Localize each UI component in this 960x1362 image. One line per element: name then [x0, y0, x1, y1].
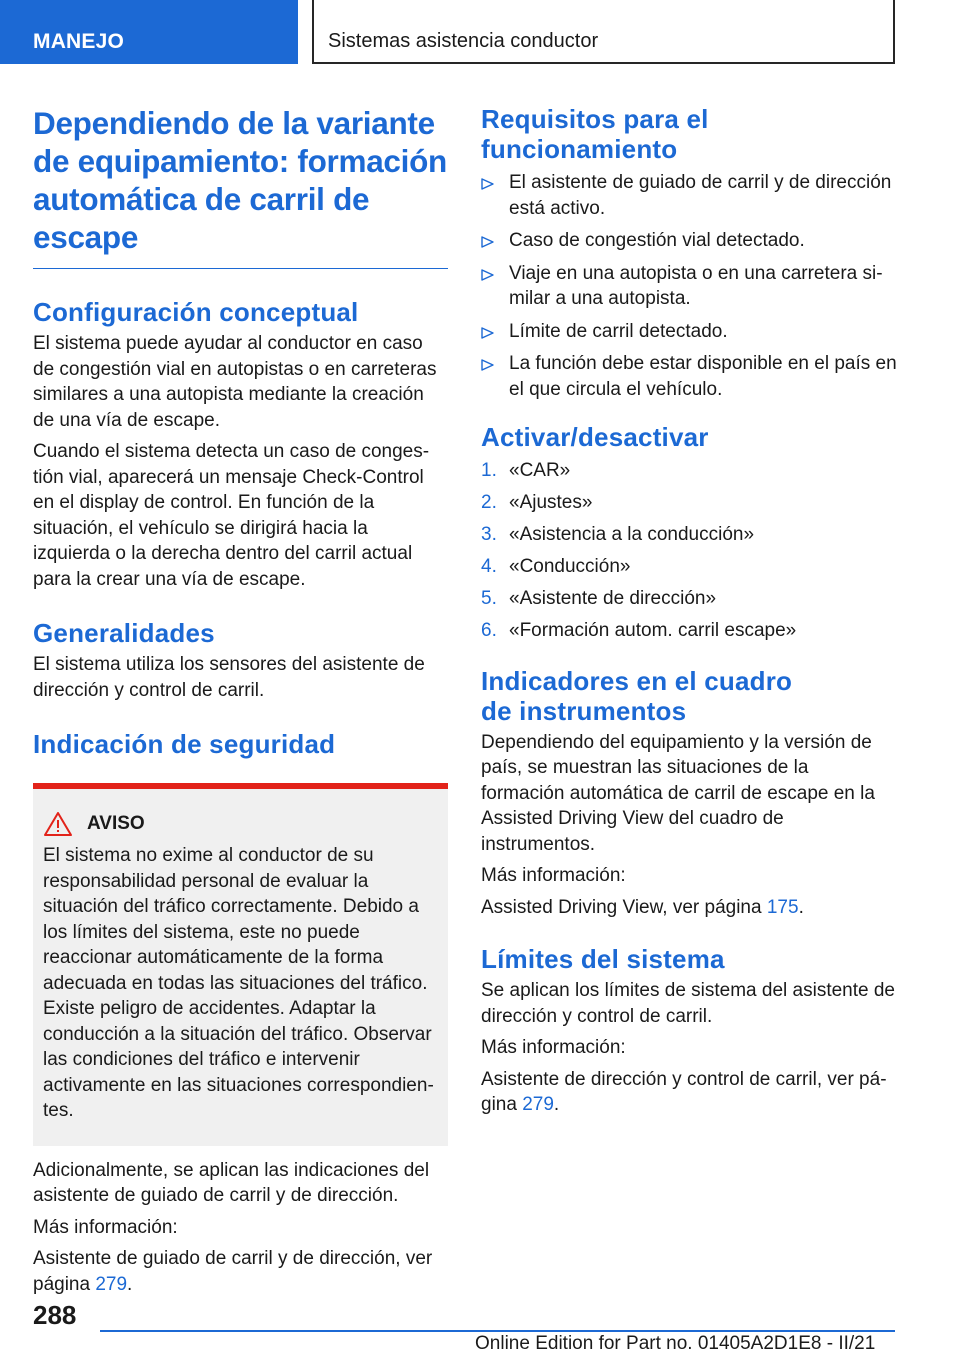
activate-step [481, 554, 897, 580]
step-number: 1. [481, 460, 497, 481]
list-triangle-icon [481, 359, 494, 371]
page-link-175[interactable]: 175 [766, 896, 799, 918]
activate-step [481, 490, 897, 516]
requirement-item [481, 261, 897, 312]
requirement-item [481, 228, 897, 254]
safety-ref-end: . [127, 1273, 133, 1295]
indicators-heading-line-2: de instrumentos [481, 695, 687, 726]
general-paragraph: El sistema utiliza los sensores del asistente de dirección y control de carril. [33, 654, 425, 701]
indicators-ref-text: Assisted Driving View, ver página [481, 896, 767, 918]
limits-paragraph-2: Más información: [481, 1037, 626, 1058]
page-link-279-limits[interactable]: 279 [522, 1094, 554, 1115]
list-triangle-icon [481, 269, 494, 281]
indicators-ref-end: . [798, 896, 804, 918]
page-link-279[interactable]: 279 [95, 1273, 128, 1295]
config-heading: Configuración conceptual [33, 297, 359, 327]
requirement-item [481, 319, 897, 345]
requirements-section [481, 104, 897, 402]
warning-header [43, 811, 438, 837]
indicators-section [481, 666, 897, 921]
section-tab: MANEJO [0, 0, 298, 64]
requirement-item [481, 351, 897, 402]
limits-paragraph-1: Se aplican los límites de sistema del asistente de dirección y control de carril. [481, 980, 895, 1027]
step-text: «Ajustes» [509, 492, 593, 513]
config-paragraph-1: El sistema puede ayudar al conductor en caso de congestión vial en autopistas o en carreteras similares a una autopista mediante la creación de una vía de escape. [33, 333, 437, 431]
requirements-list [481, 170, 897, 402]
safety-paragraph-2: Más información: [33, 1216, 178, 1238]
safety-section [33, 729, 448, 1297]
indicators-heading-line-1: Indicadores en el cuadro [481, 665, 793, 696]
limits-heading: Límites del sistema [481, 944, 725, 974]
list-triangle-icon [481, 236, 494, 248]
list-triangle-icon [481, 327, 494, 339]
page-number: 288 [33, 1300, 77, 1330]
main-title: Dependiendo de la variante de equipamiento: formación automática de carril de escape [33, 104, 448, 269]
activate-steps [481, 458, 897, 644]
step-text: «Asistente de dirección» [509, 588, 717, 609]
step-number: 3. [481, 524, 497, 545]
warning-box [33, 789, 448, 1146]
safety-paragraph-3 [33, 1246, 448, 1297]
activate-step [481, 586, 897, 612]
limits-ref-text: Asistente de dirección y control de carril, ver página [481, 1068, 887, 1115]
indicators-paragraph-1: Dependiendo del equipamiento y la versión de país, se muestran las situaciones de la formación automática de carril de escape en la Assisted Driving View del cuadro de instrumentos. [481, 731, 875, 855]
limits-ref-end: . [553, 1094, 560, 1115]
requirement-text: El asistente de guiado de carril y de dirección está activo. [509, 172, 892, 219]
config-paragraph-2: Cuando el sistema detecta un caso de congestión vial, aparecerá un mensaje Check-Control en el display de control. En función de la situación, el vehículo se dirigirá hacia la izquierda o la derecha dentro del carril actual para la crear una vía de escape. [33, 441, 430, 590]
left-column [33, 104, 448, 1297]
right-column [481, 104, 897, 1118]
indicators-heading [481, 666, 897, 726]
requirement-text: La función debe estar disponible en el país en el que circula el vehículo. [509, 353, 897, 400]
requirements-heading: Requisitos para el funcionamiento [481, 104, 709, 164]
warning-label: AVISO [87, 813, 145, 834]
safety-paragraph-1: Adicionalmente, se aplican las indicaciones del asistente de guiado de carril y de dirección. [33, 1159, 430, 1206]
requirement-text: Límite de carril detectado. [509, 320, 728, 342]
warning-triangle-icon [43, 811, 73, 837]
warning-text: El sistema no exime al conductor de su responsabilidad personal de evaluar la situación del tráfico correctamente. Debido a los límites del sistema, este no puede reaccionar automáticamente de la forma adecuada en todas las situaciones del tráfico. Existe peligro de accidentes. Adaptar la conducción a la situación del tráfico. Observar las condiciones del tráfico e intervenir activamente en las situaciones correspondientes. [43, 845, 434, 1121]
step-text: «CAR» [509, 460, 571, 481]
indicators-paragraph-3 [481, 895, 897, 921]
general-section [33, 618, 448, 703]
requirement-item [481, 170, 897, 221]
config-section [33, 297, 448, 592]
limits-paragraph-3 [481, 1067, 897, 1118]
requirement-text: Viaje en una autopista o en una carretera similar a una autopista. [509, 262, 883, 309]
activate-step [481, 458, 897, 484]
activate-step [481, 522, 897, 548]
step-number: 2. [481, 492, 497, 513]
activate-step [481, 618, 897, 644]
chapter-title: Sistemas asistencia conductor [312, 0, 895, 64]
general-heading: Generalidades [33, 618, 215, 648]
edition-text: Online Edition for Part no. 01405A2D1E8 - II/21 [475, 1333, 876, 1354]
step-number: 6. [481, 620, 497, 641]
list-triangle-icon [481, 178, 494, 190]
safety-ref-text: Asistente de guiado de carril y de dirección, ver página [33, 1248, 433, 1295]
indicators-paragraph-2: Más información: [481, 865, 626, 886]
footer-divider [100, 1330, 895, 1332]
step-text: «Asistencia a la conducción» [509, 524, 755, 545]
activate-section [481, 422, 897, 644]
safety-heading: Indicación de seguridad [33, 729, 336, 759]
limits-section [481, 944, 897, 1118]
step-text: «Formación autom. carril escape» [509, 620, 797, 641]
step-number: 5. [481, 588, 497, 609]
step-text: «Conducción» [509, 556, 631, 577]
activate-heading: Activar/desactivar [481, 422, 709, 452]
requirement-text: Caso de congestión vial detectado. [509, 230, 805, 251]
step-number: 4. [481, 556, 497, 577]
